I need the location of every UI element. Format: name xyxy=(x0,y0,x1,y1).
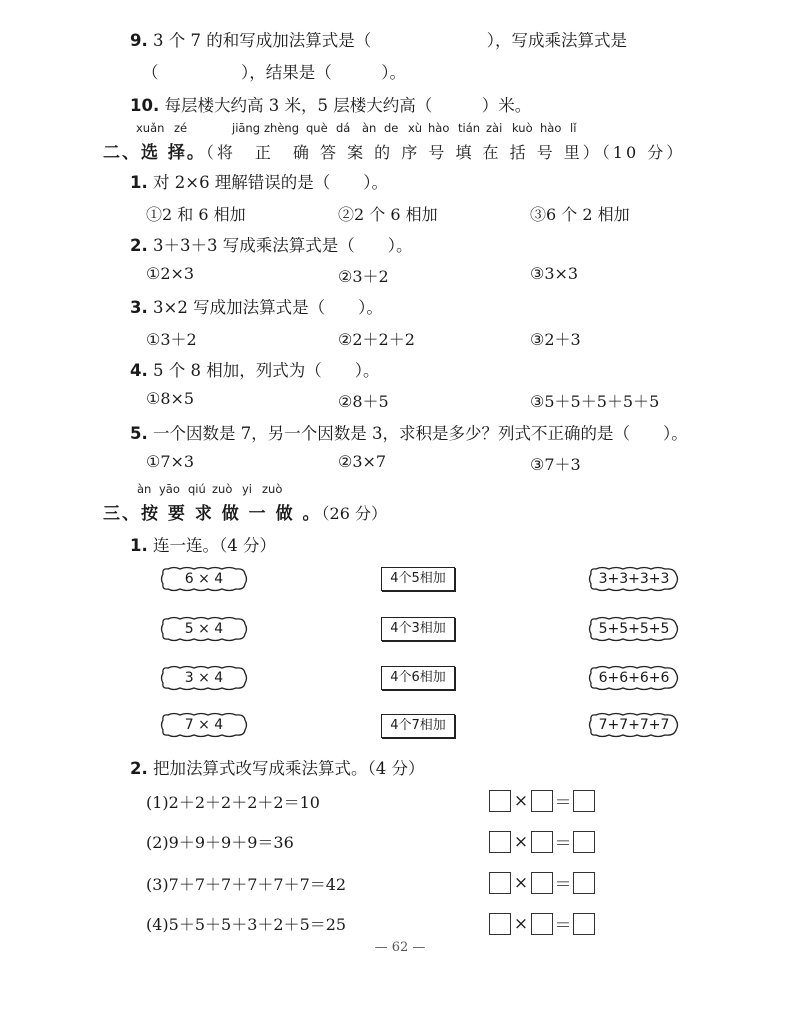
option-c: ③5＋5＋5＋5＋5 xyxy=(530,392,660,411)
question-text: 连一连。（4 分） xyxy=(153,536,276,555)
rect-card-4[interactable]: 4个7相加 xyxy=(381,714,455,738)
cloud-label: 7 × 4 xyxy=(184,717,224,733)
answer-box[interactable] xyxy=(489,790,511,812)
cloud-card-left-1[interactable] xyxy=(160,566,248,592)
option-b: ②2 个 6 相加 xyxy=(338,205,438,224)
pinyin-xu: xù xyxy=(408,121,423,135)
times-sign: × xyxy=(513,831,529,852)
answer-row-3 xyxy=(489,870,595,895)
cloud-label: 6 × 4 xyxy=(184,571,224,587)
pinyin-zai: zài xyxy=(486,121,503,135)
cloud-card-left-2[interactable] xyxy=(160,616,248,642)
cloud-label: 5+5+5+5 xyxy=(598,621,670,637)
question-text: 3 个 7 的和写成加法算式是（ ），写成乘法算式是 xyxy=(153,31,627,50)
question-text: 对 2×6 理解错误的是（ ）。 xyxy=(153,173,389,192)
page-number: — 62 — xyxy=(374,940,426,955)
pinyin-jiang: jiāng xyxy=(232,121,261,135)
option-a: ①8×5 xyxy=(146,389,195,408)
question-number: 9. xyxy=(130,31,148,50)
rect-card-3[interactable]: 4个6相加 xyxy=(381,666,455,690)
section-instruction: （将 正 确 答 案 的 序 号 填 在 括 号 里）（10 分） xyxy=(205,143,686,162)
pinyin-xuan: xuǎn xyxy=(136,121,165,135)
section-score: （26 分） xyxy=(321,504,387,523)
option-b: ②3×7 xyxy=(338,452,387,471)
cloud-card-left-3[interactable] xyxy=(160,665,248,691)
pinyin-zuo2: zuò xyxy=(262,482,283,496)
question-number: 5. xyxy=(130,424,148,443)
pinyin-ze: zé xyxy=(174,121,188,135)
choice-question-5 xyxy=(130,420,688,444)
equals-sign: ＝ xyxy=(554,834,572,854)
pinyin-zheng: zhèng xyxy=(264,121,299,135)
question-number: 10. xyxy=(130,96,160,115)
connect-question xyxy=(130,532,276,556)
option-a: ①2×3 xyxy=(146,264,195,283)
option-a: ①7×3 xyxy=(146,452,195,471)
pinyin-hao: hào xyxy=(428,121,450,135)
answer-box[interactable] xyxy=(531,790,553,812)
question-9-line2: （ ），结果是（ ）。 xyxy=(142,63,406,82)
addition-item-3: (3)7＋7＋7＋7＋7＋7＝42 xyxy=(146,875,347,894)
answer-box[interactable] xyxy=(531,872,553,894)
question-number: 4. xyxy=(130,361,148,380)
question-number: 2. xyxy=(130,236,148,255)
section-title: 二、选 择。 xyxy=(103,143,206,163)
option-c: ③3×3 xyxy=(530,264,579,283)
answer-row-1 xyxy=(489,788,595,813)
question-text: 3×2 写成加法算式是（ ）。 xyxy=(153,298,383,317)
question-text: 一个因数是 7，另一个因数是 3，求积是多少？列式不正确的是（ ）。 xyxy=(153,424,688,443)
pinyin-yao: yāo xyxy=(159,482,180,496)
addition-item-1: (1)2＋2＋2＋2＋2＝10 xyxy=(146,793,320,812)
question-9 xyxy=(130,27,627,51)
answer-box[interactable] xyxy=(573,790,595,812)
question-number: 1. xyxy=(130,536,148,555)
cloud-card-left-4[interactable] xyxy=(160,712,248,738)
answer-box[interactable] xyxy=(489,831,511,853)
choice-question-1 xyxy=(130,169,388,193)
pinyin-que: què xyxy=(306,121,328,135)
cloud-label: 3+3+3+3 xyxy=(598,571,670,587)
pinyin-li: lǐ xyxy=(570,121,577,135)
question-text: 3＋3＋3 写成乘法算式是（ ）。 xyxy=(153,236,413,255)
answer-row-4 xyxy=(489,911,595,936)
question-number: 1. xyxy=(130,173,148,192)
section-2-heading xyxy=(103,138,685,163)
addition-item-4: (4)5＋5＋5＋3＋2＋5＝25 xyxy=(146,915,347,934)
question-text: 5 个 8 相加，列式为（ ）。 xyxy=(153,361,380,380)
pinyin-kuo: kuò xyxy=(512,121,533,135)
pinyin-tian: tián xyxy=(458,121,481,135)
cloud-card-right-4[interactable] xyxy=(588,712,680,738)
section-3-heading xyxy=(103,499,387,524)
option-a: ①2 和 6 相加 xyxy=(146,205,246,224)
option-c: ③2＋3 xyxy=(530,330,581,349)
rect-card-1[interactable]: 4个5相加 xyxy=(381,567,455,591)
section-title: 三、按 要 求 做 一 做 。 xyxy=(103,504,322,524)
option-c: ③6 个 2 相加 xyxy=(530,205,630,224)
cloud-card-right-3[interactable] xyxy=(588,665,680,691)
option-b: ②2＋2＋2 xyxy=(338,330,415,349)
question-text: 把加法算式改写成乘法算式。（4 分） xyxy=(153,759,425,778)
answer-box[interactable] xyxy=(573,913,595,935)
choice-question-3 xyxy=(130,294,383,318)
choice-question-2 xyxy=(130,232,413,256)
answer-box[interactable] xyxy=(531,831,553,853)
option-b: ②8＋5 xyxy=(338,392,389,411)
choice-question-4 xyxy=(130,357,379,381)
option-c: ③7＋3 xyxy=(530,455,581,474)
answer-box[interactable] xyxy=(489,913,511,935)
times-sign: × xyxy=(513,790,529,811)
option-a: ①3＋2 xyxy=(146,330,197,349)
cloud-label: 7+7+7+7 xyxy=(598,717,670,733)
cloud-label: 6+6+6+6 xyxy=(598,670,670,686)
question-number: 3. xyxy=(130,298,148,317)
answer-box[interactable] xyxy=(573,872,595,894)
question-10 xyxy=(130,92,531,116)
question-text: 每层楼大约高 3 米，5 层楼大约高（ ）米。 xyxy=(164,96,532,115)
answer-row-2 xyxy=(489,829,595,854)
pinyin-zuo: zuò xyxy=(212,482,233,496)
pinyin-an: àn xyxy=(362,121,377,135)
times-sign: × xyxy=(513,913,529,934)
cloud-card-right-2[interactable] xyxy=(588,616,680,642)
pinyin-hao2: hào xyxy=(540,121,562,135)
cloud-label: 3 × 4 xyxy=(184,670,224,686)
pinyin-yi: yi xyxy=(242,482,253,496)
equals-sign: ＝ xyxy=(554,916,572,936)
answer-box[interactable] xyxy=(573,831,595,853)
times-sign: × xyxy=(513,872,529,893)
answer-box[interactable] xyxy=(531,913,553,935)
pinyin-an: àn xyxy=(137,482,152,496)
answer-box[interactable] xyxy=(489,872,511,894)
question-number: 2. xyxy=(130,759,148,778)
rect-card-2[interactable]: 4个3相加 xyxy=(381,617,455,641)
pinyin-de: de xyxy=(384,121,399,135)
cloud-label: 5 × 4 xyxy=(184,621,224,637)
equals-sign: ＝ xyxy=(554,875,572,895)
option-b: ②3＋2 xyxy=(338,267,389,286)
pinyin-qiu: qiú xyxy=(188,482,206,496)
cloud-card-right-1[interactable] xyxy=(588,566,680,592)
equals-sign: ＝ xyxy=(554,793,572,813)
rewrite-question xyxy=(130,755,425,779)
pinyin-da: dá xyxy=(336,121,351,135)
addition-item-2: (2)9＋9＋9＋9＝36 xyxy=(146,833,294,852)
